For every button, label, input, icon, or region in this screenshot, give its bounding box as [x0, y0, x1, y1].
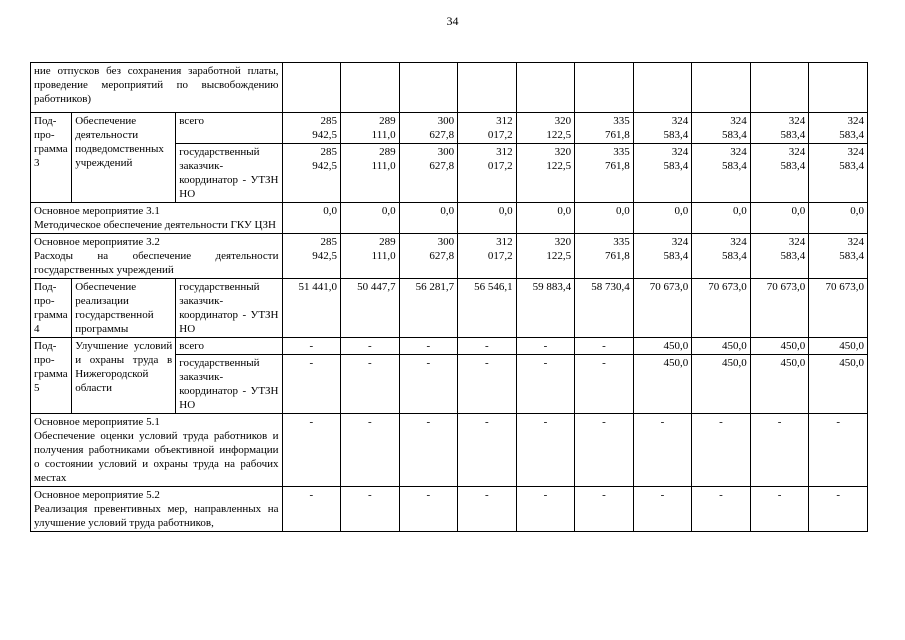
value-cell: - — [341, 355, 400, 414]
event-5-2-title: Основное мероприятие 5.2 — [34, 489, 160, 501]
value-cell: - — [750, 487, 809, 532]
event-5-1-cell — [31, 414, 283, 487]
value-cell: - — [750, 414, 809, 487]
value-cell: 324 583,4 — [633, 144, 692, 203]
event-5-2-cell — [31, 487, 283, 532]
value-cell: 335 761,8 — [575, 234, 634, 279]
executor-cell: государственный заказчик-координатор - УТЗН НО — [176, 355, 282, 414]
event-3-2-cell — [31, 234, 283, 279]
subprogram-3-total-row — [31, 113, 868, 144]
value-cell: 450,0 — [692, 355, 751, 414]
value-cell: 285 942,5 — [282, 144, 341, 203]
subprogram-4-row — [31, 279, 868, 338]
event-5-1-desc: Обеспечение оценки условий труда работников и получения работниками объективной информации о состоянии условий и охраны труда на рабочих местах — [34, 430, 279, 484]
value-cell: 56 281,7 — [399, 279, 458, 338]
value-cell: - — [399, 355, 458, 414]
value-cell: 324 583,4 — [692, 113, 751, 144]
value-cell: 324 583,4 — [809, 144, 868, 203]
subprogram-5-label: Под- про- грамма 5 — [31, 338, 72, 414]
value-cell: 312 017,2 — [458, 144, 517, 203]
value-cell: 324 583,4 — [633, 113, 692, 144]
event-5-1-row — [31, 414, 868, 487]
value-cell: 58 730,4 — [575, 279, 634, 338]
value-cell: - — [692, 414, 751, 487]
value-cell: - — [633, 414, 692, 487]
event-3-1-cell — [31, 203, 283, 234]
value-cell: 50 447,7 — [341, 279, 400, 338]
value-cell: 59 883,4 — [516, 279, 575, 338]
value-cell: 450,0 — [750, 338, 809, 355]
continuation-row — [31, 63, 868, 113]
subprogram-4-label: Под- про- грамма 4 — [31, 279, 72, 338]
value-cell: - — [341, 414, 400, 487]
value-cell: 450,0 — [692, 338, 751, 355]
value-cell: - — [575, 355, 634, 414]
event-3-1-desc: Методическое обеспечение деятельности ГКУ ЦЗН — [34, 219, 276, 231]
value-cell: 335 761,8 — [575, 144, 634, 203]
continuation-text: ние отпусков без сохранения заработной платы, проведение мероприятий по высвобождению работников) — [31, 63, 283, 113]
value-cell: - — [516, 338, 575, 355]
value-cell: - — [516, 355, 575, 414]
value-cell: 0,0 — [341, 203, 400, 234]
value-cell: 324 583,4 — [692, 234, 751, 279]
value-cell: 324 583,4 — [750, 113, 809, 144]
event-3-2-title: Основное мероприятие 3.2 — [34, 236, 160, 248]
executor-cell: всего — [176, 113, 282, 144]
executor-cell: государственный заказчик-координатор - УТЗН НО — [176, 144, 282, 203]
budget-table — [30, 62, 868, 532]
value-cell: 324 583,4 — [692, 144, 751, 203]
value-cell: - — [575, 414, 634, 487]
event-5-2-row — [31, 487, 868, 532]
value-cell: 450,0 — [750, 355, 809, 414]
subprogram-5-total-row — [31, 338, 868, 355]
value-cell: - — [282, 414, 341, 487]
event-3-1-title: Основное мероприятие 3.1 — [34, 205, 160, 217]
value-cell: 335 761,8 — [575, 113, 634, 144]
value-cell: - — [458, 338, 517, 355]
value-cell: 324 583,4 — [750, 234, 809, 279]
executor-cell: всего — [176, 338, 282, 355]
value-cell: 450,0 — [633, 355, 692, 414]
value-cell: 324 583,4 — [633, 234, 692, 279]
value-cell: 450,0 — [809, 338, 868, 355]
value-cell: 0,0 — [282, 203, 341, 234]
value-cell: 0,0 — [575, 203, 634, 234]
value-cell: - — [633, 487, 692, 532]
subprogram-5-name: Улучшение условий и охраны труда в Нижегородской области — [72, 338, 176, 414]
value-cell: 0,0 — [516, 203, 575, 234]
value-cell: - — [575, 487, 634, 532]
value-cell: 70 673,0 — [692, 279, 751, 338]
value-cell: - — [399, 414, 458, 487]
value-cell: - — [458, 355, 517, 414]
value-cell: - — [516, 414, 575, 487]
event-3-2-row — [31, 234, 868, 279]
value-cell: 300 627,8 — [399, 113, 458, 144]
subprogram-3-name: Обеспечение деятельности подведомственных учреждений — [72, 113, 176, 203]
value-cell: - — [282, 487, 341, 532]
executor-cell: государственный заказчик-координатор - УТЗН НО — [176, 279, 282, 338]
event-3-1-row — [31, 203, 868, 234]
value-cell: 324 583,4 — [750, 144, 809, 203]
page-number: 34 — [446, 14, 459, 28]
value-cell: 300 627,8 — [399, 144, 458, 203]
value-cell: 0,0 — [750, 203, 809, 234]
value-cell: 285 942,5 — [282, 113, 341, 144]
value-cell: 70 673,0 — [809, 279, 868, 338]
subprogram-3-label: Под- про- грамма 3 — [31, 113, 72, 203]
value-cell: 324 583,4 — [809, 234, 868, 279]
value-cell: 70 673,0 — [633, 279, 692, 338]
value-cell: - — [809, 414, 868, 487]
value-cell: - — [575, 338, 634, 355]
value-cell: 312 017,2 — [458, 113, 517, 144]
value-cell: 450,0 — [809, 355, 868, 414]
value-cell: - — [809, 487, 868, 532]
value-cell: 70 673,0 — [750, 279, 809, 338]
value-cell: 0,0 — [458, 203, 517, 234]
value-cell: - — [692, 487, 751, 532]
value-cell: 289 111,0 — [341, 144, 400, 203]
value-cell: - — [458, 487, 517, 532]
value-cell: 0,0 — [692, 203, 751, 234]
value-cell: 0,0 — [809, 203, 868, 234]
value-cell: 300 627,8 — [399, 234, 458, 279]
value-cell: 320 122,5 — [516, 144, 575, 203]
value-cell: - — [458, 414, 517, 487]
value-cell: 0,0 — [633, 203, 692, 234]
value-cell: 289 111,0 — [341, 234, 400, 279]
event-5-2-desc: Реализация превентивных мер, направленных на улучшение условий труда работников, — [34, 503, 279, 529]
value-cell: 0,0 — [399, 203, 458, 234]
event-5-1-title: Основное мероприятие 5.1 — [34, 416, 160, 428]
value-cell: - — [282, 355, 341, 414]
value-cell: 312 017,2 — [458, 234, 517, 279]
value-cell: - — [399, 487, 458, 532]
value-cell: - — [341, 487, 400, 532]
value-cell: - — [399, 338, 458, 355]
value-cell: 324 583,4 — [809, 113, 868, 144]
value-cell: 289 111,0 — [341, 113, 400, 144]
event-3-2-desc: Расходы на обеспечение деятельности государственных учреждений — [34, 250, 279, 276]
value-cell: - — [516, 487, 575, 532]
value-cell: 51 441,0 — [282, 279, 341, 338]
value-cell: 450,0 — [633, 338, 692, 355]
subprogram-4-name: Обеспечение реализации государственной программы — [72, 279, 176, 338]
value-cell: - — [341, 338, 400, 355]
value-cell: - — [282, 338, 341, 355]
value-cell: 320 122,5 — [516, 234, 575, 279]
value-cell: 285 942,5 — [282, 234, 341, 279]
value-cell: 320 122,5 — [516, 113, 575, 144]
value-cell: 56 546,1 — [458, 279, 517, 338]
